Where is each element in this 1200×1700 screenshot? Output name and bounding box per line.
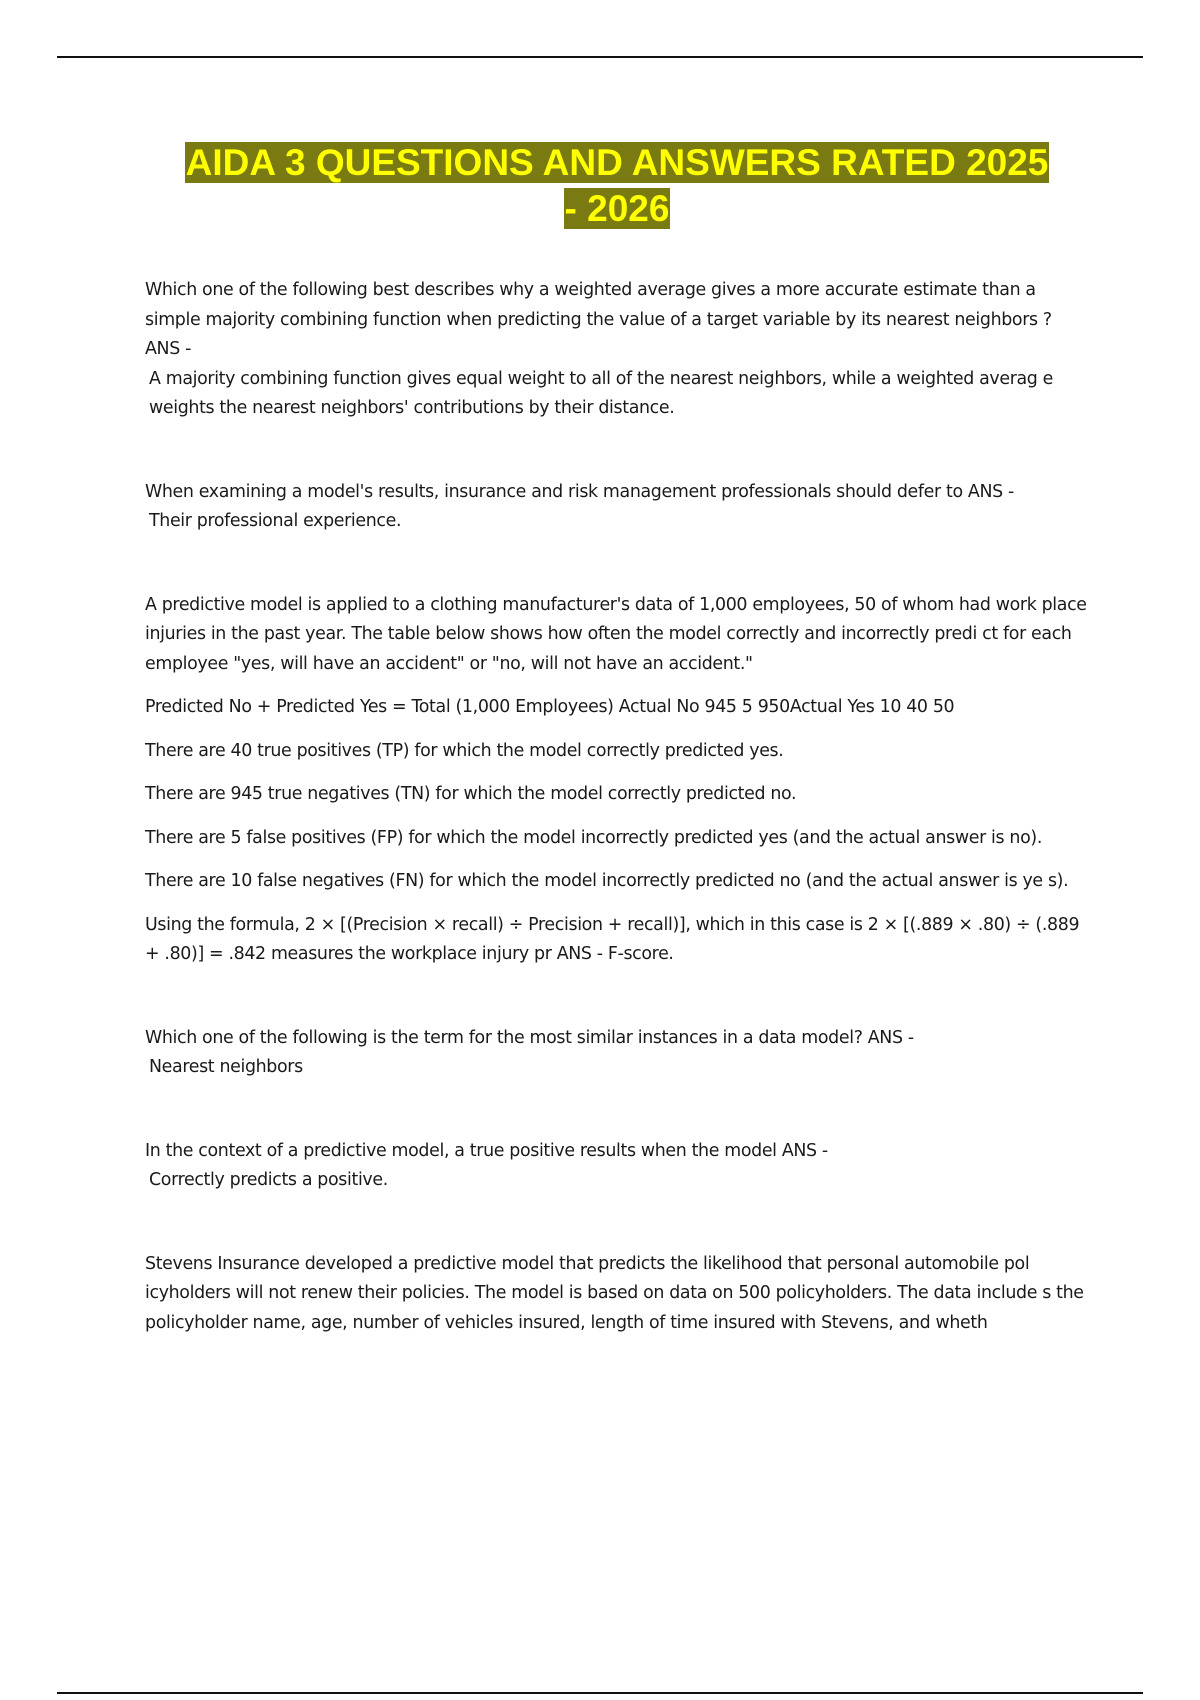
document-title [145,140,1089,232]
top-rule [57,56,1143,58]
question-text: Stevens Insurance developed a predictive model that predicts the likelihood that personal automobile pol icyholders will not renew their policies. The model is based on data on 500 policyholders. The data include s the policyholder name, age, number of vehicles insured, length of time insured with Stevens, and wheth [145,1253,1084,1333]
question-text: Which one of the following best describes why a weighted average gives a more accurate estimate than a simple majority combining function when predicting the value of a target variable by its nearest neighbors ? ANS - [145,280,1052,359]
table-summary-line: Predicted No + Predicted Yes = Total (1,000 Employees) Actual No 945 5 950Actual Yes 10 40 50 [145,697,955,717]
question-text: A predictive model is applied to a clothing manufacturer's data of 1,000 employees, 50 of whom had work place injuries in the past year. The table below shows how often the model correctly and incorrectly predi ct for each employee "yes, will have an accident" or "no, will not have an accident." [145,594,1087,674]
qa-item [145,1024,1089,1083]
answer-text: Their professional experience. [149,511,402,531]
qa-item [145,478,1089,537]
qa-item [145,276,1089,424]
answer-text: Nearest neighbors [149,1057,303,1077]
bottom-rule [57,1692,1143,1694]
question-text: Which one of the following is the term for the most similar instances in a data model? ANS - [145,1027,914,1048]
tp-line: There are 40 true positives (TP) for which the model correctly predicted yes. [145,740,784,761]
document-body [145,140,1089,1338]
fp-line: There are 5 false positives (FP) for which the model incorrectly predicted yes (and the actual answer is no). [145,827,1043,848]
qa-item [145,1137,1089,1196]
fn-line: There are 10 false negatives (FN) for which the model incorrectly predicted no (and the actual answer is ye s). [145,871,1069,891]
formula-line: Using the formula, 2 × [(Precision × recall) ÷ Precision + recall)], which in this case is 2 × [(.889 × .80) ÷ (.889 + .80)] = .842 measures the workplace injury pr ANS - F-score. [145,914,1080,964]
title-line-1: AIDA 3 QUESTIONS AND ANSWERS RATED 2025 [185,142,1049,183]
answer-text: A majority combining function gives equal weight to all of the nearest neighbors, while a weighted averag e weights the nearest neighbors' contributions by their distance. [149,368,1054,418]
tn-line: There are 945 true negatives (TN) for which the model correctly predicted no. [145,784,797,804]
title-line-2: - 2026 [564,188,670,229]
qa-item [145,1250,1089,1339]
question-text: In the context of a predictive model, a true positive results when the model ANS - [145,1140,828,1161]
question-text: When examining a model's results, insurance and risk management professionals should defer to ANS - [145,481,1014,502]
answer-text: Correctly predicts a positive. [149,1170,388,1190]
qa-item [145,591,1089,970]
